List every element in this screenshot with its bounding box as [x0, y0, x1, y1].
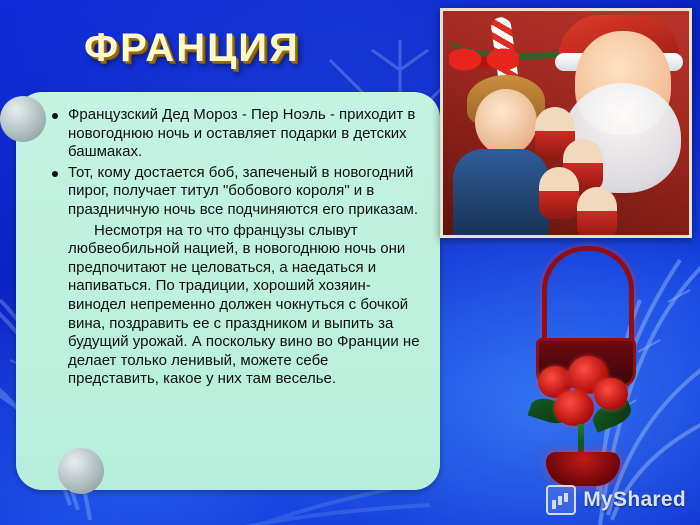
bullet-text: Французский Дед Мороз - Пер Ноэль - приходит в новогоднюю ночь и оставляет подарки в детских башмаках.	[68, 106, 416, 161]
doll-icon	[539, 167, 579, 219]
list-item	[46, 164, 420, 220]
watermark	[546, 485, 686, 515]
basket-handle	[542, 246, 634, 347]
doll-icon	[577, 187, 617, 238]
list-item	[46, 106, 420, 162]
child-head	[475, 89, 537, 155]
bullet-text: Тот, кому достается боб, запеченый в новогодний пирог, получает титул "бобового короля" и в праздничную ночь все подчиняются его приказам.	[68, 163, 419, 218]
rose-cluster	[530, 356, 638, 440]
bullet-list	[46, 106, 420, 389]
rose-icon	[554, 390, 594, 426]
santa-photo	[440, 8, 692, 238]
list-item	[46, 222, 420, 389]
presentation-icon	[546, 485, 576, 515]
watermark-label: MyShared	[583, 488, 686, 511]
panel-corner-top-left	[0, 96, 46, 142]
rose-icon	[594, 378, 628, 410]
rose-basket-graphic	[524, 246, 642, 490]
child-body	[453, 149, 549, 238]
basket-base	[546, 452, 620, 486]
bullet-text: Несмотря на то что французы слывут любвеобильной нацией, в новогоднюю ночь они предпочитают не целоваться, а наедаться и напиваться. По традиции, хороший хозяин-винодел непременно должен чокнуться с бочкой вина, поздравить ее с праздником и выпить за будущий урожай. А поскольку вино во Франции не делает только ленивый, можете себе представить, какое у них там веселье.	[68, 221, 420, 388]
panel-body	[46, 100, 430, 482]
page-title: ФРАНЦИЯ	[84, 26, 300, 70]
